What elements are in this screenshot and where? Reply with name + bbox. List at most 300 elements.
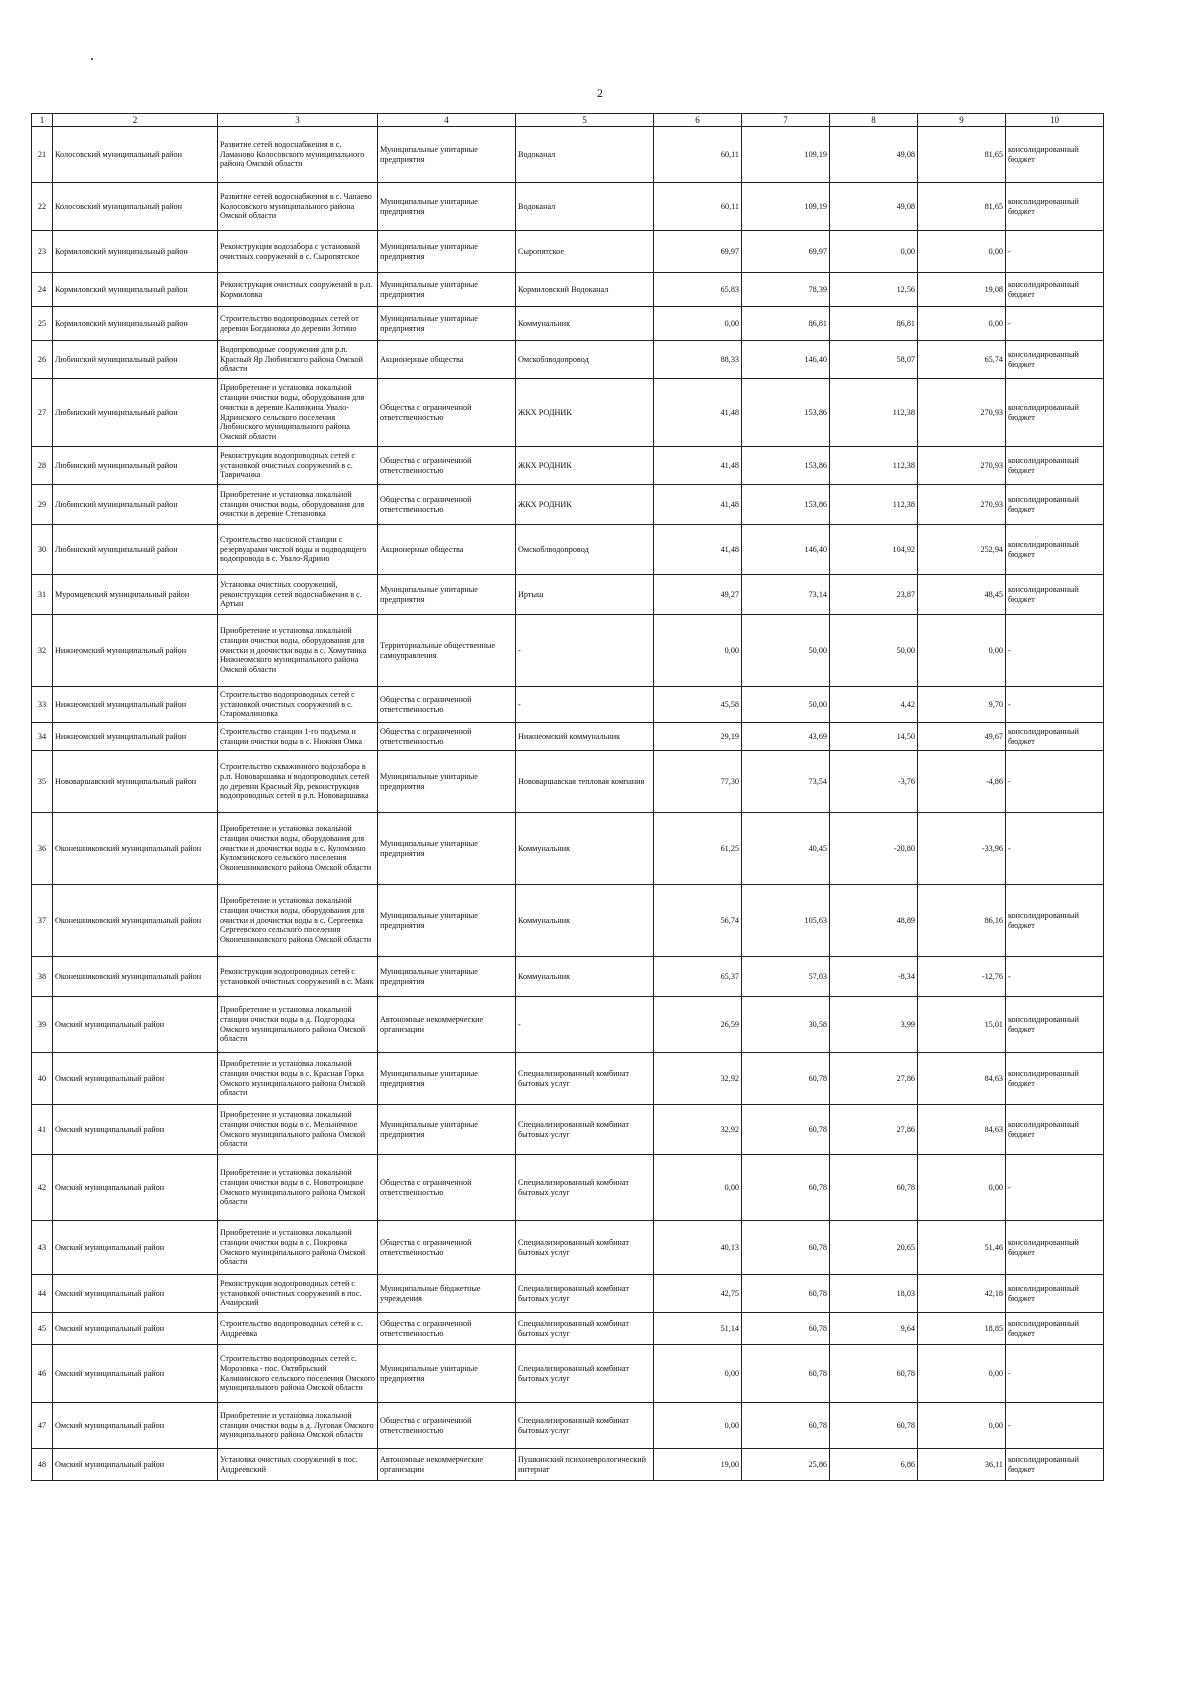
district-name: Оконешниковский муниципальный район — [53, 885, 218, 957]
value-col7: 109,19 — [742, 127, 830, 183]
organization-name: Пушкинский психоневрологический интернат — [516, 1449, 654, 1481]
value-col9: 9,70 — [918, 687, 1006, 723]
funding-source: консолидированный бюджет — [1006, 997, 1104, 1053]
value-col6: 32,92 — [654, 1053, 742, 1105]
project-description: Реконструкция водозабора с установкой очистных сооружений в с. Сыропятское — [218, 231, 378, 273]
value-col9: 84,63 — [918, 1053, 1006, 1105]
value-col9: 49,67 — [918, 723, 1006, 751]
table-row — [32, 997, 1104, 1053]
table-row — [32, 615, 1104, 687]
row-number: 41 — [32, 1105, 53, 1155]
organization-name: Специализированный комбинат бытовых услуг — [516, 1221, 654, 1275]
organization-form: Муниципальные унитарные предприятия — [378, 1345, 516, 1403]
value-col7: 60,78 — [742, 1313, 830, 1345]
value-col7: 105,63 — [742, 885, 830, 957]
row-number: 33 — [32, 687, 53, 723]
value-col9: 270,93 — [918, 379, 1006, 447]
district-name: Омский муниципальный район — [53, 1155, 218, 1221]
value-col7: 146,40 — [742, 341, 830, 379]
project-description: Приобретение и установка локальной станции очистки воды, оборудования для очистки и доочистки воды в с. Хомутинка Нижнеомского муниципального района Омской области — [218, 615, 378, 687]
value-col9: 48,45 — [918, 575, 1006, 615]
row-number: 37 — [32, 885, 53, 957]
organization-form: Общества с ограниченной ответственностью — [378, 687, 516, 723]
row-number: 36 — [32, 813, 53, 885]
value-col6: 41,48 — [654, 447, 742, 485]
table-row — [32, 1345, 1104, 1403]
district-name: Кормиловский муниципальный район — [53, 307, 218, 341]
organization-form: Муниципальные унитарные предприятия — [378, 231, 516, 273]
row-number: 31 — [32, 575, 53, 615]
value-col7: 50,00 — [742, 615, 830, 687]
project-description: Строительство водопроводных сетей с. Морозовка - пос. Октябрьский Калининского сельского поселения Омского муниципального района Омской области — [218, 1345, 378, 1403]
value-col8: 112,38 — [830, 447, 918, 485]
district-name: Колосовский муниципальный район — [53, 183, 218, 231]
column-number-7: 7 — [742, 114, 830, 127]
district-name: Любинский муниципальный район — [53, 447, 218, 485]
row-number: 26 — [32, 341, 53, 379]
district-name: Колосовский муниципальный район — [53, 127, 218, 183]
funding-source: консолидированный бюджет — [1006, 379, 1104, 447]
value-col7: 57,03 — [742, 957, 830, 997]
district-name: Омский муниципальный район — [53, 1275, 218, 1313]
organization-name: Специализированный комбинат бытовых услуг — [516, 1105, 654, 1155]
project-description: Приобретение и установка локальной станции очистки воды в д. Подгородка Омского муниципального района Омской области — [218, 997, 378, 1053]
value-col7: 153,86 — [742, 379, 830, 447]
table-row — [32, 1403, 1104, 1449]
project-description: Строительство скважинного водозабора в р.п. Нововаршавка и водопроводных сетей до деревни Красный Яр, реконструкция водопроводных сетей в р.п. Нововаршавка — [218, 751, 378, 813]
table-row — [32, 127, 1104, 183]
value-col8: 6,86 — [830, 1449, 918, 1481]
row-number: 40 — [32, 1053, 53, 1105]
project-description: Установка очистных сооружений, реконструкция сетей водоснабжения в с. Артын — [218, 575, 378, 615]
organization-form: Муниципальные унитарные предприятия — [378, 127, 516, 183]
value-col7: 78,39 — [742, 273, 830, 307]
row-number: 44 — [32, 1275, 53, 1313]
project-description: Приобретение и установка локальной станции очистки воды, оборудования для очистки и доочистки воды в с. Куломзино Куломзинского сельского поселения Оконешниковского района Омской области — [218, 813, 378, 885]
value-col7: 60,78 — [742, 1275, 830, 1313]
district-name: Омский муниципальный район — [53, 1403, 218, 1449]
organization-name: - — [516, 687, 654, 723]
district-name: Омский муниципальный район — [53, 1313, 218, 1345]
funding-source: - — [1006, 231, 1104, 273]
project-description: Приобретение и установка локальной станции очистки воды в с. Красная Горка Омского муниципального района Омской области — [218, 1053, 378, 1105]
value-col7: 109,19 — [742, 183, 830, 231]
organization-form: Автономные некоммерческие организации — [378, 1449, 516, 1481]
value-col9: 0,00 — [918, 1345, 1006, 1403]
district-name: Муромцевский муниципальный район — [53, 575, 218, 615]
table-row — [32, 751, 1104, 813]
table-row — [32, 885, 1104, 957]
row-number: 45 — [32, 1313, 53, 1345]
value-col9: 252,94 — [918, 525, 1006, 575]
project-description: Приобретение и установка локальной станции очистки воды, оборудования для очистки в деревне Степановка — [218, 485, 378, 525]
funding-source: - — [1006, 1403, 1104, 1449]
funding-source: консолидированный бюджет — [1006, 885, 1104, 957]
project-description: Реконструкция водопроводных сетей с установкой очистных сооружений в с. Тавричанка — [218, 447, 378, 485]
value-col9: 86,16 — [918, 885, 1006, 957]
table-row — [32, 1105, 1104, 1155]
organization-name: Специализированный комбинат бытовых услуг — [516, 1403, 654, 1449]
table-row — [32, 687, 1104, 723]
table-row — [32, 447, 1104, 485]
value-col9: 0,00 — [918, 1155, 1006, 1221]
column-number-row — [32, 114, 1104, 127]
table-row — [32, 307, 1104, 341]
value-col9: 270,93 — [918, 485, 1006, 525]
organization-form: Муниципальные унитарные предприятия — [378, 957, 516, 997]
value-col8: 23,87 — [830, 575, 918, 615]
organization-name: ЖКХ РОДНИК — [516, 485, 654, 525]
organization-name: Коммунальник — [516, 307, 654, 341]
table-row — [32, 1449, 1104, 1481]
row-number: 39 — [32, 997, 53, 1053]
project-description: Реконструкция водопроводных сетей с установкой очистных сооружений в с. Маяк — [218, 957, 378, 997]
value-col9: 0,00 — [918, 1403, 1006, 1449]
value-col8: 49,08 — [830, 183, 918, 231]
value-col7: 60,78 — [742, 1105, 830, 1155]
value-col8: 0,00 — [830, 231, 918, 273]
district-name: Омский муниципальный район — [53, 1105, 218, 1155]
organization-name: ЖКХ РОДНИК — [516, 379, 654, 447]
value-col8: 86,81 — [830, 307, 918, 341]
organization-form: Муниципальные бюджетные учреждения — [378, 1275, 516, 1313]
value-col9: -12,76 — [918, 957, 1006, 997]
table-row — [32, 1053, 1104, 1105]
value-col9: 19,08 — [918, 273, 1006, 307]
value-col7: 153,86 — [742, 447, 830, 485]
row-number: 34 — [32, 723, 53, 751]
value-col6: 88,33 — [654, 341, 742, 379]
table-row — [32, 183, 1104, 231]
organization-form: Муниципальные унитарные предприятия — [378, 751, 516, 813]
table-row — [32, 231, 1104, 273]
value-col8: 112,38 — [830, 485, 918, 525]
table-row — [32, 379, 1104, 447]
value-col6: 65,37 — [654, 957, 742, 997]
value-col7: 25,86 — [742, 1449, 830, 1481]
column-number-2: 2 — [53, 114, 218, 127]
value-col8: 27,86 — [830, 1105, 918, 1155]
value-col9: 42,18 — [918, 1275, 1006, 1313]
value-col6: 0,00 — [654, 1155, 742, 1221]
funding-source: - — [1006, 1155, 1104, 1221]
organization-form: Автономные некоммерческие организации — [378, 997, 516, 1053]
organization-form: Муниципальные унитарные предприятия — [378, 183, 516, 231]
value-col6: 41,48 — [654, 525, 742, 575]
value-col6: 49,27 — [654, 575, 742, 615]
value-col8: 60,78 — [830, 1345, 918, 1403]
project-description: Реконструкция очистных сооружений в р.п. Кормиловка — [218, 273, 378, 307]
organization-name: Омскоблводопровод — [516, 525, 654, 575]
district-name: Нововаршавский муниципальный район — [53, 751, 218, 813]
project-description: Установка очистных сооружений в пос. Андреевский — [218, 1449, 378, 1481]
organization-name: Нововаршавская тепловая компания — [516, 751, 654, 813]
organization-form: Акционерные общества — [378, 525, 516, 575]
value-col8: -20,80 — [830, 813, 918, 885]
value-col9: 65,74 — [918, 341, 1006, 379]
column-number-5: 5 — [516, 114, 654, 127]
table-row — [32, 957, 1104, 997]
organization-form: Общества с ограниченной ответственностью — [378, 723, 516, 751]
row-number: 48 — [32, 1449, 53, 1481]
value-col8: -8,34 — [830, 957, 918, 997]
value-col6: 42,75 — [654, 1275, 742, 1313]
value-col6: 41,48 — [654, 485, 742, 525]
table-row — [32, 1155, 1104, 1221]
value-col7: 40,45 — [742, 813, 830, 885]
table-row — [32, 1313, 1104, 1345]
table-row — [32, 1221, 1104, 1275]
funding-source: - — [1006, 615, 1104, 687]
column-number-3: 3 — [218, 114, 378, 127]
column-number-9: 9 — [918, 114, 1006, 127]
row-number: 46 — [32, 1345, 53, 1403]
value-col7: 69,97 — [742, 231, 830, 273]
organization-form: Акционерные общества — [378, 341, 516, 379]
value-col8: 48,89 — [830, 885, 918, 957]
value-col6: 0,00 — [654, 615, 742, 687]
district-name: Любинский муниципальный район — [53, 485, 218, 525]
organization-name: - — [516, 615, 654, 687]
row-number: 22 — [32, 183, 53, 231]
value-col8: 49,08 — [830, 127, 918, 183]
district-name: Нижнеомский муниципальный район — [53, 723, 218, 751]
value-col6: 29,19 — [654, 723, 742, 751]
funding-source: консолидированный бюджет — [1006, 1449, 1104, 1481]
row-number: 21 — [32, 127, 53, 183]
district-name: Омский муниципальный район — [53, 1053, 218, 1105]
organization-name: Коммунальник — [516, 813, 654, 885]
value-col6: 69,97 — [654, 231, 742, 273]
value-col8: 58,07 — [830, 341, 918, 379]
district-name: Омский муниципальный район — [53, 997, 218, 1053]
funding-source: консолидированный бюджет — [1006, 447, 1104, 485]
funding-source: - — [1006, 813, 1104, 885]
organization-form: Муниципальные унитарные предприятия — [378, 273, 516, 307]
project-description: Реконструкция водопроводных сетей с установкой очистных сооружений в пос. Ачаирский — [218, 1275, 378, 1313]
row-number: 29 — [32, 485, 53, 525]
funding-source: - — [1006, 751, 1104, 813]
value-col9: 270,93 — [918, 447, 1006, 485]
project-description: Приобретение и установка локальной станции очистки воды в с. Новотроицкое Омского муниципального района Омской области — [218, 1155, 378, 1221]
project-description: Строительство станции 1-го подъема и станции очистки воды в с. Нижняя Омка — [218, 723, 378, 751]
row-number: 27 — [32, 379, 53, 447]
table-row — [32, 1275, 1104, 1313]
value-col9: 36,11 — [918, 1449, 1006, 1481]
organization-form: Общества с ограниченной ответственностью — [378, 1403, 516, 1449]
value-col9: 81,65 — [918, 183, 1006, 231]
value-col8: 50,00 — [830, 615, 918, 687]
value-col7: 73,54 — [742, 751, 830, 813]
project-description: Строительство водопроводных сетей от деревни Богдановка до деревни Зотино — [218, 307, 378, 341]
funding-source: консолидированный бюджет — [1006, 273, 1104, 307]
organization-form: Муниципальные унитарные предприятия — [378, 575, 516, 615]
value-col8: 27,86 — [830, 1053, 918, 1105]
value-col6: 56,74 — [654, 885, 742, 957]
row-number: 38 — [32, 957, 53, 997]
value-col8: 60,78 — [830, 1155, 918, 1221]
value-col9: 0,00 — [918, 615, 1006, 687]
funding-source: консолидированный бюджет — [1006, 183, 1104, 231]
district-name: Оконешниковский муниципальный район — [53, 813, 218, 885]
value-col6: 41,48 — [654, 379, 742, 447]
organization-name: Водоканал — [516, 127, 654, 183]
district-name: Нижнеомский муниципальный район — [53, 615, 218, 687]
row-number: 30 — [32, 525, 53, 575]
project-description: Приобретение и установка локальной станции очистки воды в с. Покровка Омского муниципального района Омской области — [218, 1221, 378, 1275]
row-number: 23 — [32, 231, 53, 273]
value-col7: 60,78 — [742, 1221, 830, 1275]
table-row — [32, 341, 1104, 379]
funding-source: консолидированный бюджет — [1006, 723, 1104, 751]
project-description: Приобретение и установка локальной станции очистки воды, оборудования для очистки в деревне Калинкина Увало-Ядринского сельского поселения Любинского муниципального района Омской области — [218, 379, 378, 447]
value-col7: 30,58 — [742, 997, 830, 1053]
funding-source: - — [1006, 307, 1104, 341]
organization-name: Иртыш — [516, 575, 654, 615]
project-description: Строительство водопроводных сетей к с. Андреевка — [218, 1313, 378, 1345]
funding-source: консолидированный бюджет — [1006, 1313, 1104, 1345]
value-col7: 153,86 — [742, 485, 830, 525]
project-description: Приобретение и установка локальной станции очистки воды, оборудования для очистки и доочистки воды в с. Сергеевка Сергеевского сельского поселения Оконешниковского района Омской области — [218, 885, 378, 957]
district-name: Кормиловский муниципальный район — [53, 273, 218, 307]
value-col6: 19,00 — [654, 1449, 742, 1481]
district-name: Омский муниципальный район — [53, 1449, 218, 1481]
column-number-8: 8 — [830, 114, 918, 127]
value-col9: 84,63 — [918, 1105, 1006, 1155]
organization-name: ЖКХ РОДНИК — [516, 447, 654, 485]
value-col6: 61,25 — [654, 813, 742, 885]
organization-form: Общества с ограниченной ответственностью — [378, 1313, 516, 1345]
value-col8: 112,38 — [830, 379, 918, 447]
table-row — [32, 273, 1104, 307]
table-body — [32, 114, 1104, 1481]
scan-speck — [91, 58, 93, 60]
value-col7: 146,40 — [742, 525, 830, 575]
funding-source: консолидированный бюджет — [1006, 1105, 1104, 1155]
district-name: Любинский муниципальный район — [53, 341, 218, 379]
organization-form: Общества с ограниченной ответственностью — [378, 379, 516, 447]
district-name: Любинский муниципальный район — [53, 379, 218, 447]
district-name: Кормиловский муниципальный район — [53, 231, 218, 273]
value-col8: 18,03 — [830, 1275, 918, 1313]
value-col6: 51,14 — [654, 1313, 742, 1345]
funding-source: консолидированный бюджет — [1006, 575, 1104, 615]
organization-form: Общества с ограниченной ответственностью — [378, 447, 516, 485]
district-name: Омский муниципальный район — [53, 1221, 218, 1275]
organization-form: Муниципальные унитарные предприятия — [378, 885, 516, 957]
value-col7: 73,14 — [742, 575, 830, 615]
organization-form: Муниципальные унитарные предприятия — [378, 1105, 516, 1155]
value-col8: 9,64 — [830, 1313, 918, 1345]
value-col8: 60,78 — [830, 1403, 918, 1449]
value-col6: 0,00 — [654, 1345, 742, 1403]
investment-table — [31, 113, 1104, 1481]
project-description: Строительство насосной станции с резервуарами чистой воды и подводящего водопровода в с. Увало-Ядрино — [218, 525, 378, 575]
funding-source: консолидированный бюджет — [1006, 1053, 1104, 1105]
organization-name: Кормиловский Водоканал — [516, 273, 654, 307]
value-col9: 81,65 — [918, 127, 1006, 183]
value-col8: 3,99 — [830, 997, 918, 1053]
project-description: Приобретение и установка локальной станции очистки воды в с. Мельничное Омского муниципального района Омской области — [218, 1105, 378, 1155]
organization-name: Коммунальник — [516, 957, 654, 997]
value-col9: -4,86 — [918, 751, 1006, 813]
funding-source: консолидированный бюджет — [1006, 1221, 1104, 1275]
organization-name: - — [516, 997, 654, 1053]
value-col9: 51,46 — [918, 1221, 1006, 1275]
table-row — [32, 575, 1104, 615]
project-description: Развитие сетей водоснабжения в с. Ламаново Колосовского муниципального района Омской области — [218, 127, 378, 183]
value-col8: 104,92 — [830, 525, 918, 575]
organization-name: Сыропятское — [516, 231, 654, 273]
funding-source: - — [1006, 957, 1104, 997]
project-description: Водопроводные сооружения для р.п. Красный Яр Любинского района Омской области — [218, 341, 378, 379]
value-col9: 18,85 — [918, 1313, 1006, 1345]
organization-name: Водоканал — [516, 183, 654, 231]
table-row — [32, 723, 1104, 751]
value-col6: 32,92 — [654, 1105, 742, 1155]
organization-form: Общества с ограниченной ответственностью — [378, 1155, 516, 1221]
organization-name: Специализированный комбинат бытовых услуг — [516, 1275, 654, 1313]
funding-source: - — [1006, 1345, 1104, 1403]
value-col8: 12,56 — [830, 273, 918, 307]
organization-form: Муниципальные унитарные предприятия — [378, 1053, 516, 1105]
organization-name: Специализированный комбинат бытовых услуг — [516, 1053, 654, 1105]
value-col7: 60,78 — [742, 1403, 830, 1449]
column-number-4: 4 — [378, 114, 516, 127]
value-col6: 60,11 — [654, 127, 742, 183]
value-col6: 0,00 — [654, 1403, 742, 1449]
district-name: Любинский муниципальный район — [53, 525, 218, 575]
district-name: Нижнеомский муниципальный район — [53, 687, 218, 723]
project-description: Приобретение и установка локальной станции очистки воды в д. Луговая Омского муниципального района Омской области — [218, 1403, 378, 1449]
organization-form: Общества с ограниченной ответственностью — [378, 1221, 516, 1275]
organization-form: Муниципальные унитарные предприятия — [378, 307, 516, 341]
organization-name: Нижнеомский коммунальник — [516, 723, 654, 751]
table-row — [32, 525, 1104, 575]
value-col7: 50,00 — [742, 687, 830, 723]
organization-form: Территориальные общественные самоуправления — [378, 615, 516, 687]
organization-name: Коммунальник — [516, 885, 654, 957]
funding-source: - — [1006, 687, 1104, 723]
row-number: 25 — [32, 307, 53, 341]
row-number: 28 — [32, 447, 53, 485]
row-number: 24 — [32, 273, 53, 307]
organization-name: Специализированный комбинат бытовых услуг — [516, 1313, 654, 1345]
column-number-1: 1 — [32, 114, 53, 127]
organization-name: Омскоблводопровод — [516, 341, 654, 379]
organization-name: Специализированный комбинат бытовых услуг — [516, 1345, 654, 1403]
value-col8: -3,76 — [830, 751, 918, 813]
value-col6: 40,13 — [654, 1221, 742, 1275]
organization-form: Муниципальные унитарные предприятия — [378, 813, 516, 885]
funding-source: консолидированный бюджет — [1006, 341, 1104, 379]
value-col6: 0,00 — [654, 307, 742, 341]
row-number: 35 — [32, 751, 53, 813]
value-col8: 4,42 — [830, 687, 918, 723]
value-col9: 0,00 — [918, 307, 1006, 341]
table-row — [32, 813, 1104, 885]
value-col9: -33,96 — [918, 813, 1006, 885]
organization-form: Общества с ограниченной ответственностью — [378, 485, 516, 525]
column-number-10: 10 — [1006, 114, 1104, 127]
project-description: Развитие сетей водоснабжения в с. Чапаево Колосовского муниципального района Омской области — [218, 183, 378, 231]
value-col6: 77,30 — [654, 751, 742, 813]
page-number: 2 — [597, 86, 603, 100]
value-col7: 60,78 — [742, 1345, 830, 1403]
value-col6: 26,59 — [654, 997, 742, 1053]
funding-source: консолидированный бюджет — [1006, 525, 1104, 575]
value-col7: 60,78 — [742, 1155, 830, 1221]
